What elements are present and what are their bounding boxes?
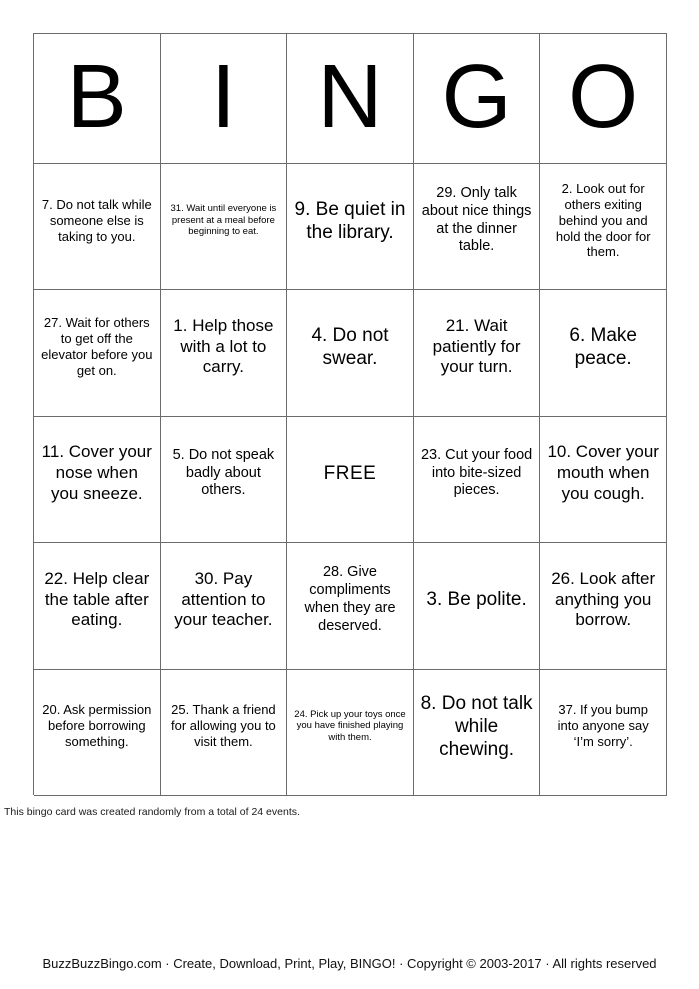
bingo-cell[interactable] (287, 164, 414, 290)
bingo-cell[interactable] (161, 417, 288, 543)
bingo-cell[interactable] (34, 290, 161, 416)
bingo-header-cell-o (540, 34, 667, 164)
bingo-cell-text: 1. Help those with a lot to carry. (173, 315, 274, 377)
bingo-header-letter: G (441, 46, 512, 147)
bingo-cell-text: 21. Wait patiently for your turn. (432, 315, 521, 377)
bingo-cell[interactable] (540, 417, 667, 543)
bingo-cell[interactable] (161, 164, 288, 290)
bingo-cell-text: 3. Be polite. (426, 589, 527, 611)
bingo-cell[interactable] (34, 543, 161, 669)
bingo-cell[interactable] (414, 543, 541, 669)
bingo-cell-text: 25. Thank a friend for allowing you to visit them. (171, 702, 276, 750)
bingo-cell[interactable] (540, 290, 667, 416)
page-footer: BuzzBuzzBingo.com · Create, Download, Print, Play, BINGO! · Copyright © 2003-2017 · All rights reserved (42, 956, 657, 971)
bingo-header-cell-n (287, 34, 414, 164)
bingo-cell-text: 30. Pay attention to your teacher. (174, 568, 273, 630)
bingo-cell[interactable] (34, 417, 161, 543)
bingo-cell[interactable] (414, 290, 541, 416)
bingo-cell[interactable] (161, 290, 288, 416)
bingo-grid (33, 33, 667, 795)
bingo-cell-text: 31. Wait until everyone is present at a meal before beginning to eat. (170, 203, 277, 238)
bingo-cell[interactable] (414, 164, 541, 290)
bingo-cell-text: 27. Wait for others to get off the elevator before you get on. (41, 315, 153, 378)
bingo-header-letter: B (66, 46, 127, 147)
bingo-cell[interactable] (287, 543, 414, 669)
bingo-header-cell-i (161, 34, 288, 164)
bingo-cell[interactable] (540, 543, 667, 669)
bingo-cell-text: 11. Cover your nose when you sneeze. (41, 442, 152, 503)
bingo-cell-text: 20. Ask permission before borrowing something. (42, 702, 152, 750)
bingo-header-cell-g (414, 34, 541, 164)
bingo-cell-text: 7. Do not talk while someone else is taking to you. (41, 196, 152, 244)
bingo-cell-text: 6. Make peace. (569, 324, 637, 370)
bingo-cell-text: 9. Be quiet in the library. (294, 198, 406, 243)
bingo-cell-text: 4. Do not swear. (311, 324, 389, 370)
bingo-cell-text: 37. If you bump into anyone say ‘I’m sorry’. (557, 702, 649, 750)
bingo-cell-text: 26. Look after anything you borrow. (551, 568, 656, 630)
bingo-cell[interactable] (287, 670, 414, 796)
bingo-cell-text: 23. Cut your food into bite-sized pieces. (420, 446, 533, 499)
bingo-header-letter: N (317, 46, 383, 147)
bingo-cell-text: 22. Help clear the table after eating. (44, 568, 150, 630)
bingo-header-letter: I (210, 46, 236, 147)
bingo-cell-text: 10. Cover your mouth when you cough. (547, 442, 659, 503)
bingo-cell[interactable] (287, 290, 414, 416)
bingo-cell[interactable] (161, 543, 288, 669)
bingo-cell-text: 24. Pick up your toys once you have finished playing with them. (294, 708, 406, 744)
bingo-cell[interactable] (414, 670, 541, 796)
bingo-free-label: FREE (323, 462, 377, 484)
bingo-cell[interactable] (161, 670, 288, 796)
bingo-cell-text: 29. Only talk about nice things at the dinner table. (421, 185, 532, 255)
bingo-cell[interactable] (34, 164, 161, 290)
bingo-cell-text: 5. Do not speak badly about others. (172, 446, 275, 499)
bingo-free-space[interactable] (287, 417, 414, 543)
bingo-header-letter: O (568, 46, 639, 147)
bingo-cell-text: 28. Give compliments when they are deserved. (304, 564, 396, 634)
bingo-cell[interactable] (414, 417, 541, 543)
bingo-header-cell-b (34, 34, 161, 164)
card-generation-note: This bingo card was created randomly from a total of 24 events. (4, 806, 300, 818)
bingo-cell-text: 2. Look out for others exiting behind you and hold the door for them. (555, 181, 651, 260)
bingo-cell[interactable] (540, 164, 667, 290)
bingo-cell[interactable] (34, 670, 161, 796)
bingo-cell[interactable] (540, 670, 667, 796)
bingo-cell-text: 8. Do not talk while chewing. (420, 692, 533, 760)
